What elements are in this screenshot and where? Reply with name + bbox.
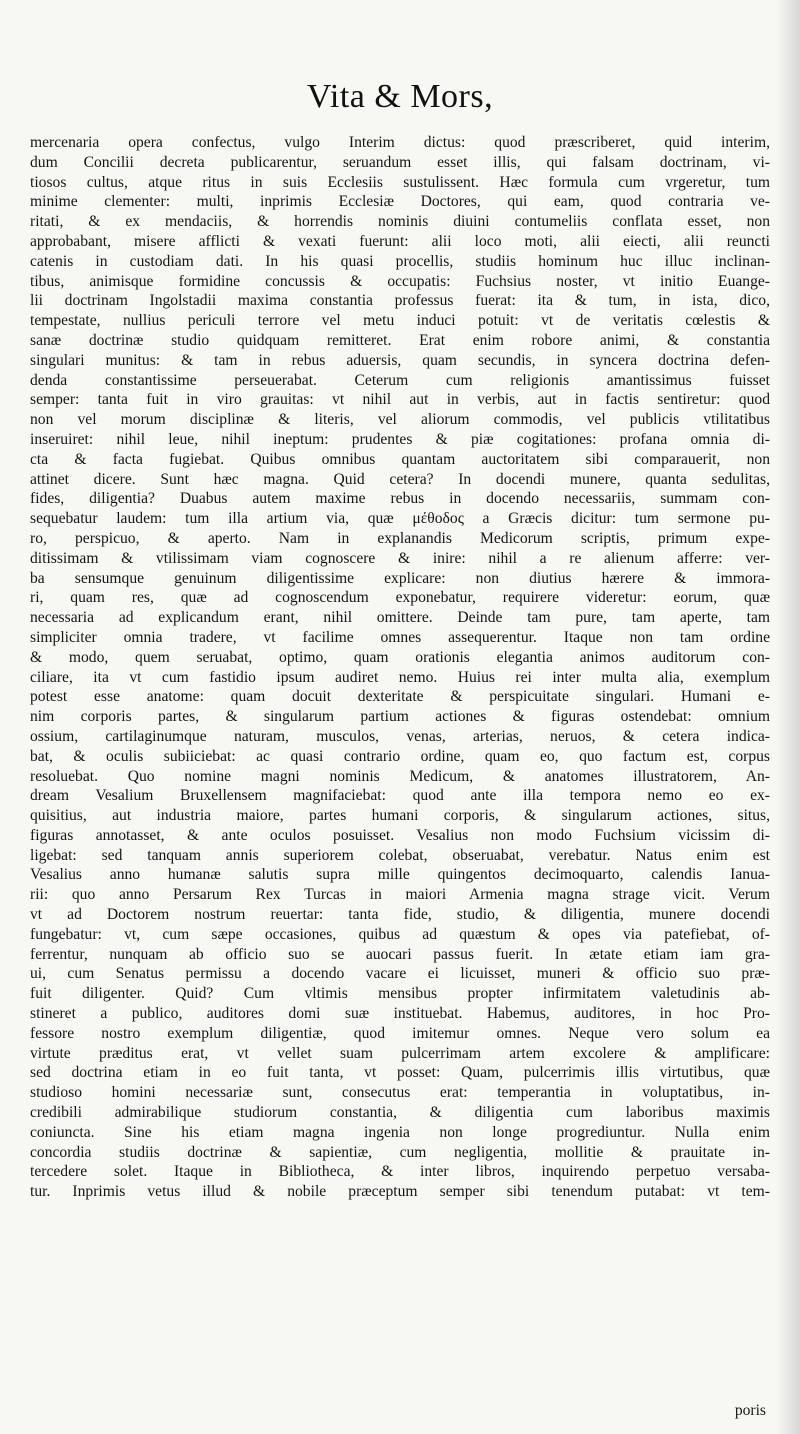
text-line: simpliciter omnia tradere, vt facilime omnes assequerentur. Itaque non tam ordine <box>30 628 770 646</box>
text-line: ciliare, ita vt cum fastidio ipsum audiret nemo. Huius rei inter multa alia, exemplum <box>30 668 770 686</box>
text-line: minime clementer: multi, inprimis Ecclesiæ Doctores, qui eam, quod contraria ve- <box>30 193 770 211</box>
text-line: ligebat: sed tanquam annis superiorem colebat, obseruabat, verebatur. Natus enim est <box>30 846 770 864</box>
text-line: ri, quam res, quæ ad cognoscendum exponebatur, requirere videretur: eorum, quæ <box>30 589 770 607</box>
text-line: ossium, cartilaginumque naturam, musculos, venas, arterias, neruos, & cetera indica- <box>30 727 770 745</box>
text-line: stineret a publico, auditores domi suæ instituebat. Habemus, auditores, in hoc Pro- <box>30 1005 770 1023</box>
text-line: fessore nostro exemplum diligentiæ, quod imitemur omnes. Neque vero solum ea <box>30 1024 770 1042</box>
text-line: fungebatur: vt, cum sæpe occasiones, quibus ad quæstum & opes via patefiebat, of- <box>30 925 770 943</box>
text-line: tempestate, nullius periculi terrore vel metu induci potuit: vt de veritatis cœlestis & <box>30 312 770 330</box>
text-line: semper: tanta fuit in viro grauitas: vt nihil aut in verbis, aut in factis sentiretur: quod <box>30 391 770 409</box>
text-line: ritati, & ex mendaciis, & horrendis nominis diuini contumeliis conflata esset, non <box>30 213 770 231</box>
text-line: & modo, quem seruabat, optimo, quam orationis elegantia animos auditorum con- <box>30 648 770 666</box>
text-line: ferrentur, nunquam ab officio suo se auocari passus fuerit. In ætate etiam iam gra- <box>30 945 770 963</box>
text-line: sanæ doctrinæ studio quidquam remitteret. Erat enim robore animi, & constantia <box>30 331 770 349</box>
text-line: ui, cum Senatus permissu a docendo vacare ei licuisset, muneri & officio suo præ- <box>30 965 770 983</box>
text-line: bat, & oculis subiiciebat: ac quasi contrario ordine, quam eo, quo factum est, corpus <box>30 747 770 765</box>
text-line: rii: quo anno Persarum Rex Turcas in maiori Armenia magna strage vicit. Verum <box>30 886 770 904</box>
text-line: tiosos cultus, atque ritus in suis Ecclesiis sustulissent. Hæc formula cum vrgeretur, tum <box>30 173 770 191</box>
text-line: tur. Inprimis vetus illud & nobile præceptum semper sibi tenendum putabat: vt tem- <box>30 1183 770 1201</box>
text-line: vt ad Doctorem nostrum reuertar: tanta fide, studio, & diligentia, munere docendi <box>30 906 770 924</box>
text-line: virtute præditus erat, vt vellet suam pulcerrimam artem excolere & amplificare: <box>30 1044 770 1062</box>
text-line: potest esse anatome: quam docuit dexteritate & perspicuitate singulari. Humani e- <box>30 688 770 706</box>
text-line: resoluebat. Quo nomine magni nominis Medicum, & anatomes illustratorem, An- <box>30 767 770 785</box>
text-line: quisitius, aut industria maiore, partes humani corporis, & singularum actiones, situs, <box>30 807 770 825</box>
text-line: dream Vesalium Bruxellensem magnifaciebat: quod ante illa tempora nemo eo ex- <box>30 787 770 805</box>
text-line: ro, perspicuo, & aperto. Nam in explanandis Medicorum scriptis, primum expe- <box>30 529 770 547</box>
text-line: fuit diligenter. Quid? Cum vltimis mensibus propter infirmitatem valetudinis ab- <box>30 985 770 1003</box>
text-line: ba sensumque genuinum diligentissime explicare: non diutius hærere & immora- <box>30 569 770 587</box>
text-line: ditissimam & vtilissimam viam cognoscere & inire: nihil a re alienum afferre: ver- <box>30 549 770 567</box>
catchword: poris <box>734 1402 766 1419</box>
text-line: tercedere solet. Itaque in Bibliotheca, & inter libros, inquirendo perpetuo versaba- <box>30 1163 770 1181</box>
text-line: denda constantissime perseuerabat. Ceterum cum religionis amantissimus fuisset <box>30 371 770 389</box>
text-line: non vel morum disciplinæ & literis, vel aliorum commodis, vel publicis vtilitatibus <box>30 411 770 429</box>
text-line: studioso homini necessariæ sunt, consecutus erat: temperantia in voluptatibus, in- <box>30 1084 770 1102</box>
body-text <box>30 133 770 1202</box>
text-line: nim corporis partes, & singularum partium actiones & figuras ostendebat: omnium <box>30 708 770 726</box>
text-line: tibus, animisque formidine concussis & occupatis: Fuchsius noster, vt initio Euange- <box>30 272 770 290</box>
running-head: Vita & Mors, <box>306 78 494 115</box>
text-line: fides, diligentia? Duabus autem maxime rebus in docendo necessariis, summam con- <box>30 490 770 508</box>
text-line: sed doctrina etiam in eo fuit tanta, vt posset: Quam, pulcerrimis illis virtutibus, quæ <box>30 1064 770 1082</box>
text-line: inseruiret: nihil leue, nihil ineptum: prudentes & piæ cogitationes: profana omnia di- <box>30 430 770 448</box>
page-edge-shadow <box>776 0 800 1434</box>
text-line: mercenaria opera confectus, vulgo Interim dictus: quod præscriberet, quid interim, <box>30 134 770 151</box>
text-line: attinet dicere. Sunt hæc magna. Quid cetera? In docendi munere, quanta sedulitas, <box>30 470 770 488</box>
text-line: sequebatur laudem: tum illa artium via, quæ μέθοδος a Græcis dicitur: tum sermone pu- <box>30 510 770 528</box>
text-line: coniuncta. Sine his etiam magna ingenia non longe progrediuntur. Nulla enim <box>30 1123 770 1141</box>
text-line: dum Concilii decreta publicarentur, seruandum esset illis, qui falsam doctrinam, vi- <box>30 153 770 171</box>
text-line: Vesalius anno humanæ salutis supra mille quingentos decimoquarto, calendis Ianua- <box>30 866 770 884</box>
text-line: approbabant, misere afflicti & vexati fuerunt: alii loco moti, alii eiecti, alii reuncti <box>30 232 770 250</box>
text-line: lii doctrinam Ingolstadii maxima constantia professus fuerat: ita & tum, in ista, dico, <box>30 292 770 310</box>
text-line: cta & facta fugiebat. Quibus omnibus quantam auctoritatem sibi comparauerit, non <box>30 450 770 468</box>
text-line: catenis in custodiam dati. In his quasi procellis, studiis hominum huc illuc inclinan- <box>30 252 770 270</box>
text-line: concordia studiis doctrinæ & sapientiæ, cum negligentia, mollitie & prauitate in- <box>30 1143 770 1161</box>
text-line: necessaria ad explicandum erant, nihil omittere. Deinde tam pure, tam aperte, tam <box>30 609 770 627</box>
text-line: singulari munitus: & tam in rebus aduersis, quam secundis, in syncera doctrina defen- <box>30 351 770 369</box>
text-line: credibili admirabilique studiorum constantia, & diligentia cum laboribus maximis <box>30 1104 770 1122</box>
text-line: figuras annotasset, & ante oculos posuisset. Vesalius non modo Fuchsium vicissim di- <box>30 826 770 844</box>
